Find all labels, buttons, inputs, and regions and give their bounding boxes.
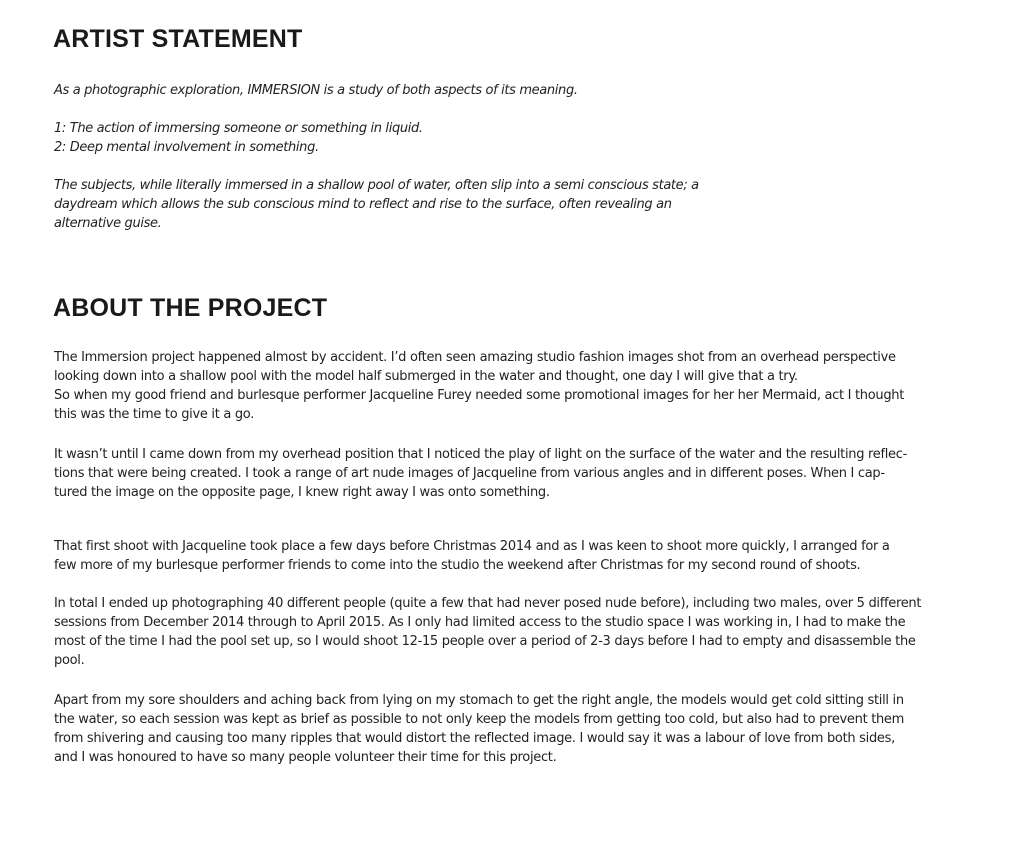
about-paragraph-2 bbox=[54, 445, 954, 502]
paragraph-line: The Immersion project happened almost by accident. I’d often seen amazing studio fashion images shot from an overhead perspective bbox=[54, 350, 896, 365]
statement-body-line: daydream which allows the sub conscious mind to reflect and rise to the surface, often revealing an bbox=[54, 197, 672, 212]
about-paragraph-5 bbox=[54, 691, 954, 767]
statement-body-line: alternative guise. bbox=[54, 216, 162, 231]
artist-statement-heading: ARTIST STATEMENT bbox=[53, 25, 303, 53]
definition-2: 2: Deep mental involvement in something. bbox=[54, 140, 319, 155]
paragraph-line: In total I ended up photographing 40 different people (quite a few that had never posed nude before), including two males, over 5 different bbox=[54, 596, 922, 611]
statement-body bbox=[54, 176, 724, 233]
paragraph-line: So when my good friend and burlesque performer Jacqueline Furey needed some promotional images for her her Mermaid, act I thought bbox=[54, 388, 905, 403]
paragraph-line: Apart from my sore shoulders and aching back from lying on my stomach to get the right angle, the models would get cold sitting still in bbox=[54, 693, 904, 708]
paragraph-line: looking down into a shallow pool with the model half submerged in the water and thought, one day I will give that a try. bbox=[54, 369, 798, 384]
about-paragraph-4 bbox=[54, 594, 954, 670]
paragraph-line: sessions from December 2014 through to April 2015. As I only had limited access to the studio space I was working in, I had to make the bbox=[54, 615, 906, 630]
paragraph-line: tions that were being created. I took a range of art nude images of Jacqueline from various angles and in different poses. When I cap- bbox=[54, 466, 885, 481]
definition-1: 1: The action of immersing someone or something in liquid. bbox=[54, 121, 423, 136]
paragraph-line: few more of my burlesque performer friends to come into the studio the weekend after Christmas for my second round of shoots. bbox=[54, 558, 861, 573]
paragraph-line: pool. bbox=[54, 653, 85, 668]
about-paragraph-3 bbox=[54, 537, 954, 575]
about-project-heading: ABOUT THE PROJECT bbox=[53, 294, 328, 322]
statement-body-line: The subjects, while literally immersed in a shallow pool of water, often slip into a semi conscious state; a bbox=[54, 178, 699, 193]
paragraph-line: That first shoot with Jacqueline took place a few days before Christmas 2014 and as I was keen to shoot more quickly, I arranged for a bbox=[54, 539, 890, 554]
statement-intro bbox=[54, 81, 754, 100]
paragraph-line: from shivering and causing too many ripples that would distort the reflected image. I would say it was a labour of love from both sides, bbox=[54, 731, 895, 746]
paragraph-line: tured the image on the opposite page, I knew right away I was onto something. bbox=[54, 485, 550, 500]
paragraph-line: and I was honoured to have so many people volunteer their time for this project. bbox=[54, 750, 557, 765]
paragraph-line: this was the time to give it a go. bbox=[54, 407, 255, 422]
statement-definitions bbox=[54, 119, 754, 157]
paragraph-line: It wasn’t until I came down from my overhead position that I noticed the play of light on the surface of the water and the resulting reflec- bbox=[54, 447, 907, 462]
paragraph-line: the water, so each session was kept as brief as possible to not only keep the models from getting too cold, but also had to prevent them bbox=[54, 712, 904, 727]
about-paragraph-1 bbox=[54, 348, 954, 424]
paragraph-line: most of the time I had the pool set up, so I would shoot 12-15 people over a period of 2-3 days before I had to empty and disassemble the bbox=[54, 634, 916, 649]
statement-intro-line: As a photographic exploration, IMMERSION is a study of both aspects of its meaning. bbox=[54, 83, 578, 98]
